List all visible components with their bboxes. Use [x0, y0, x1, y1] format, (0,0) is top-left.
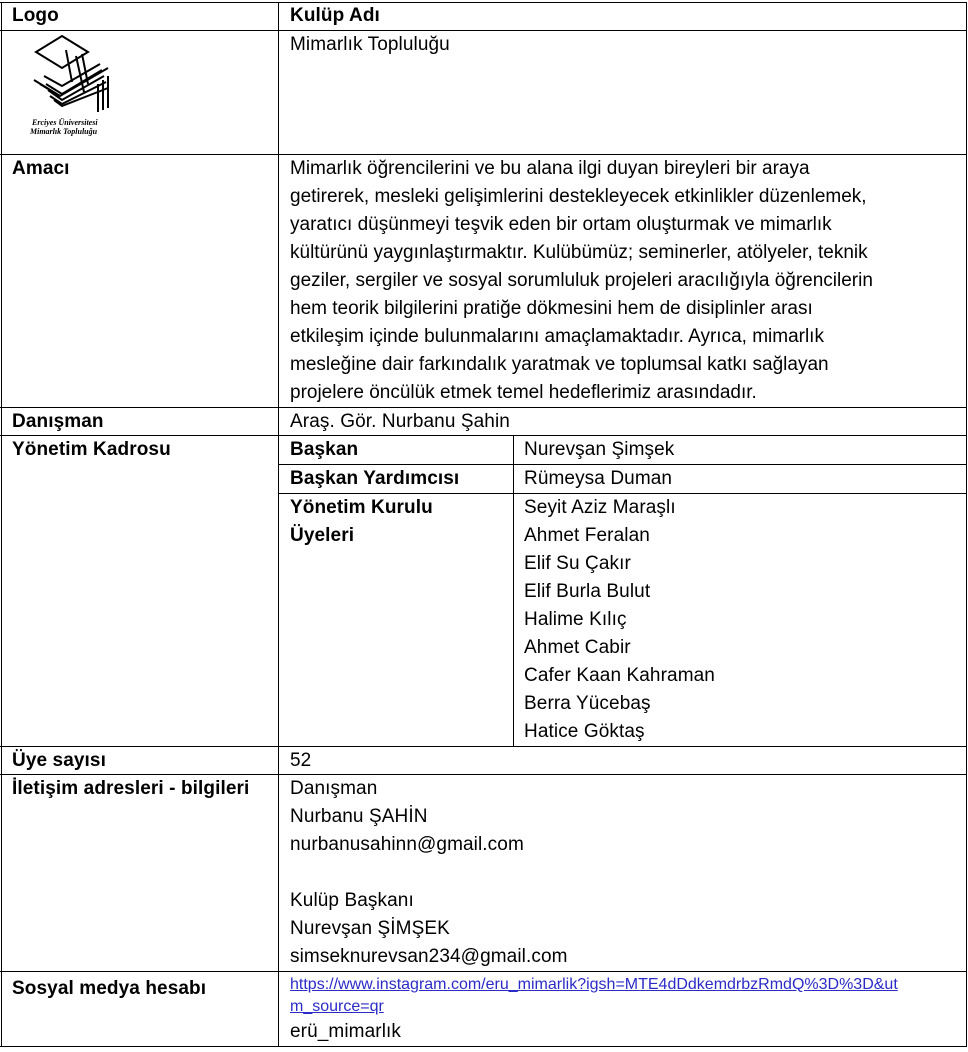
social-url-line[interactable]: https://www.instagram.com/eru_mimarlik?igsh=MTE4dDdkemdrbzRmdQ%3D%3D&ut: [290, 976, 898, 993]
purpose-line: etkileşim içinde bulunmalarını amaçlamaktadır. Ayrıca, mimarlık: [290, 326, 824, 347]
logo-text-line1: Erciyes Üniversitesi: [32, 118, 98, 127]
table-border: [0, 971, 967, 972]
table-border: [0, 1046, 967, 1047]
board-label-line: Yönetim Kurulu: [290, 497, 433, 518]
social-url-line[interactable]: m_source=qr: [290, 998, 384, 1015]
logo-column-header: Logo: [12, 5, 59, 26]
purpose-line: Mimarlık öğrencilerini ve bu alana ilgi duyan bireyleri bir araya: [290, 158, 810, 179]
member-count-label: Üye sayısı: [12, 750, 106, 771]
contact-spacer: [290, 859, 568, 887]
president-name: Nurevşan Şimşek: [524, 439, 675, 460]
board-member: Halime Kılıç: [524, 609, 627, 630]
club-name: Mimarlık Topluluğu: [290, 34, 450, 55]
purpose-text: [290, 155, 873, 407]
board-members-list: [524, 494, 715, 746]
social-link[interactable]: [290, 974, 898, 1018]
table-border: [966, 2, 967, 1047]
logo-diamond-frame: [36, 36, 88, 68]
contact-advisor-name: Nurbanu ŞAHİN: [290, 806, 428, 827]
board-label: [290, 494, 433, 550]
purpose-line: yaratıcı düşünmeyi teşvik eden bir ortam oluşturmak ve mimarlık: [290, 214, 832, 235]
board-member: Hatice Göktaş: [524, 721, 645, 742]
advisor-value: Araş. Gör. Nurbanu Şahin: [290, 411, 510, 432]
board-member: Ahmet Cabir: [524, 637, 631, 658]
purpose-label: Amacı: [12, 158, 70, 179]
advisor-label: Danışman: [12, 411, 104, 432]
board-member: Elif Su Çakır: [524, 553, 631, 574]
table-border: [513, 435, 514, 747]
vice-president-name: Rümeysa Duman: [524, 468, 673, 489]
board-member: Cafer Kaan Kahraman: [524, 665, 715, 686]
management-label: Yönetim Kadrosu: [12, 439, 171, 460]
purpose-line: projelere öncülük etmek temel hedeflerimiz arasındadır.: [290, 382, 757, 403]
board-member: Elif Burla Bulut: [524, 581, 651, 602]
table-border: [1, 2, 2, 1047]
board-member: Seyit Aziz Maraşlı: [524, 497, 676, 518]
contact-president-name: Nurevşan ŞİMŞEK: [290, 918, 450, 939]
vice-president-label: Başkan Yardımcısı: [290, 468, 460, 489]
contact-advisor-title: Danışman: [290, 778, 378, 799]
contact-label: İletişim adresleri - bilgileri: [12, 778, 250, 799]
social-handle: erü_mimarlık: [290, 1021, 401, 1042]
member-count-value: 52: [290, 750, 312, 771]
club-name-column-header: Kulüp Adı: [290, 5, 380, 26]
board-label-line: Üyeleri: [290, 525, 355, 546]
table-border: [0, 2, 967, 3]
social-label: Sosyal medya hesabı: [12, 978, 207, 999]
club-logo: [14, 34, 138, 148]
contact-president-title: Kulüp Başkanı: [290, 890, 414, 911]
contact-info: [290, 775, 568, 971]
purpose-line: getirerek, mesleki gelişimlerini destekleyecek etkinlikler düzenlemek,: [290, 186, 867, 207]
purpose-line: mesleğine dair farkındalık yaratmak ve toplumsal katkı sağlayan: [290, 354, 829, 375]
table-border: [278, 2, 279, 1047]
contact-president-email[interactable]: simseknurevsan234@gmail.com: [290, 946, 568, 967]
purpose-line: geziler, sergiler ve sosyal sorumluluk projeleri aracılığıyla öğrencilerin: [290, 270, 873, 291]
logo-text-line2: Mimarlık Topluluğu: [30, 127, 98, 136]
board-member: Ahmet Feralan: [524, 525, 650, 546]
purpose-line: kültürünü yaygınlaştırmaktır. Kulübümüz; seminerler, atölyeler, teknik: [290, 242, 868, 263]
table-border: [0, 746, 967, 747]
president-label: Başkan: [290, 439, 359, 460]
table-border: [0, 30, 967, 31]
contact-advisor-email[interactable]: nurbanusahinn@gmail.com: [290, 834, 524, 855]
purpose-line: hem teorik bilgilerini pratiğe dökmesini hem de disiplinler arası: [290, 298, 813, 319]
board-member: Berra Yücebaş: [524, 693, 651, 714]
